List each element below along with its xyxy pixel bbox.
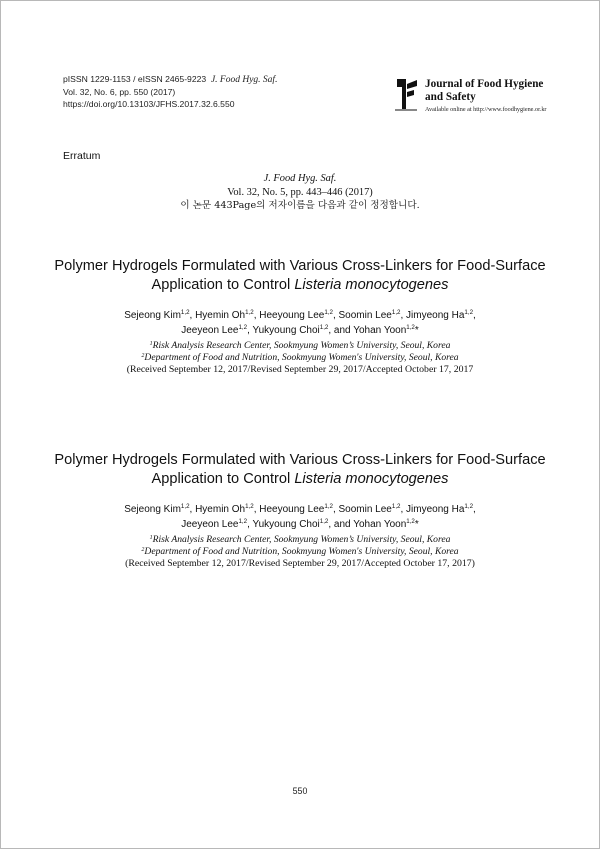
author-name: Jimyeong Ha xyxy=(406,504,465,515)
author-sep: * xyxy=(414,324,419,336)
aff-num: 1 xyxy=(149,535,153,541)
original-article-block xyxy=(1,257,599,377)
author-sup: 1,2 xyxy=(406,517,415,525)
corrected-article-block xyxy=(1,451,599,571)
logo-title: Journal of Food Hygiene and Safety xyxy=(425,78,544,103)
author-name: Heeyoung Lee xyxy=(259,310,325,321)
original-title-line2 xyxy=(1,276,599,295)
aff-text: Risk Analysis Research Center, Sookmyung Women’s University, Seoul, Korea xyxy=(152,534,451,545)
author-sep: * xyxy=(414,518,419,530)
author-name: Yohan Yoon xyxy=(353,518,407,530)
author-sup: 1,2 xyxy=(238,517,248,525)
author-sup: 1,2 xyxy=(238,323,248,331)
author-sup: 1,2 xyxy=(324,309,333,316)
aff-text: Department of Food and Nutrition, Sookmyung Women's University, Seoul, Korea xyxy=(144,546,459,558)
author-name: Yukyoung Choi xyxy=(252,518,320,530)
corrected-aff1 xyxy=(1,534,599,546)
journal-abbrev: J. Food Hyg. Saf. xyxy=(210,75,278,85)
author-sup: 1,2 xyxy=(319,517,329,525)
corrected-authors-line1 xyxy=(1,503,599,518)
corrected-aff2 xyxy=(1,546,599,558)
author-name: Jeeyeon Lee xyxy=(181,518,239,530)
aff-num: 2 xyxy=(141,353,145,360)
author-sup: 1,2 xyxy=(391,309,401,316)
notice-correction: 이 논문 443Page의 저자이름을 다음과 같이 정정합니다. xyxy=(180,200,420,211)
author-sep: , and xyxy=(328,324,354,336)
corrected-received: (Received September 12, 2017/Revised September 29, 2017/Accepted October 17, 2017) xyxy=(125,558,475,570)
author-sep: , xyxy=(473,504,476,515)
author-sep: , xyxy=(400,504,407,515)
original-aff1 xyxy=(1,340,599,352)
erratum-notice xyxy=(1,172,599,213)
corrected-title xyxy=(1,451,599,489)
author-name: Yukyoung Choi xyxy=(252,324,320,336)
volume-line: Vol. 32, No. 6, pp. 550 (2017) xyxy=(63,87,176,98)
author-sup: 1,2 xyxy=(180,503,190,510)
author-sep: , xyxy=(253,310,260,321)
author-sep: , xyxy=(189,504,196,515)
aff-text: Risk Analysis Research Center, Sookmyung Women’s University, Seoul, Korea xyxy=(152,340,451,351)
original-received: (Received September 12, 2017/Revised September 29, 2017/Accepted October 17, 2017 xyxy=(126,364,474,376)
corrected-authors-line2 xyxy=(1,518,599,533)
author-sep: , xyxy=(473,310,476,321)
author-sep: , xyxy=(189,310,196,321)
author-sup: 1,2 xyxy=(406,323,415,331)
author-sup: 1,2 xyxy=(391,503,401,510)
journal-logo xyxy=(393,77,553,121)
original-title-line1: Polymer Hydrogels Formulated with Various Cross-Linkers for Food-Surface xyxy=(54,258,546,274)
author-name: Jimyeong Ha xyxy=(406,310,465,321)
author-sep: , xyxy=(247,324,253,336)
author-name: Hyemin Oh xyxy=(195,310,246,321)
author-sep: , xyxy=(400,310,407,321)
section-label: Erratum xyxy=(63,150,101,162)
corrected-authors xyxy=(1,503,599,532)
journal-header-info xyxy=(63,73,277,111)
aff-num: 1 xyxy=(149,341,153,347)
author-name: Yohan Yoon xyxy=(353,324,407,336)
corrected-title-species: Listeria monocytogenes xyxy=(294,471,449,487)
corrected-title-line1: Polymer Hydrogels Formulated with Various Cross-Linkers for Food-Surface xyxy=(54,452,546,468)
author-name: Soomin Lee xyxy=(338,310,392,321)
author-sep: , xyxy=(332,504,339,515)
corrected-affiliations xyxy=(1,534,599,558)
original-authors xyxy=(1,309,599,338)
author-name: Sejeong Kim xyxy=(124,310,181,321)
aff-text: Department of Food and Nutrition, Sookmyung Women's University, Seoul, Korea xyxy=(144,352,459,364)
aff-num: 2 xyxy=(141,547,145,554)
author-sep: , xyxy=(332,310,339,321)
issn-line: pISSN 1229-1153 / eISSN 2465-9223 xyxy=(63,74,207,84)
author-name: Hyemin Oh xyxy=(195,504,246,515)
author-sep: , and xyxy=(328,518,354,530)
author-name: Soomin Lee xyxy=(338,504,392,515)
author-sup: 1,2 xyxy=(464,309,474,316)
notice-journal: J. Food Hyg. Saf. xyxy=(263,173,337,184)
corrected-title-prefix: Application to Control xyxy=(151,471,295,487)
page-number: 550 xyxy=(292,786,308,796)
doi-link[interactable]: https://doi.org/10.13103/JFHS.2017.32.6.550 xyxy=(63,99,235,110)
original-affiliations xyxy=(1,340,599,364)
original-title xyxy=(1,257,599,295)
author-sep: , xyxy=(247,518,253,530)
original-authors-line2 xyxy=(1,324,599,339)
author-name: Heeyoung Lee xyxy=(259,504,325,515)
author-sup: 1,2 xyxy=(324,503,333,510)
author-sup: 1,2 xyxy=(245,503,254,510)
original-authors-line1 xyxy=(1,309,599,324)
original-title-prefix: Application to Control xyxy=(151,277,295,293)
notice-volume: Vol. 32, No. 5, pp. 443–446 (2017) xyxy=(227,186,373,198)
author-sep: , xyxy=(253,504,260,515)
journal-emblem-icon xyxy=(393,77,419,111)
corrected-title-line2 xyxy=(1,470,599,489)
original-title-species: Listeria monocytogenes xyxy=(294,277,449,293)
author-sup: 1,2 xyxy=(245,309,254,316)
author-name: Jeeyeon Lee xyxy=(181,324,239,336)
author-sup: 1,2 xyxy=(464,503,474,510)
logo-url[interactable]: Available online at http://www.foodhygiene.or.kr xyxy=(425,106,547,113)
author-name: Sejeong Kim xyxy=(124,504,181,515)
original-aff2 xyxy=(1,352,599,364)
author-sup: 1,2 xyxy=(180,309,190,316)
author-sup: 1,2 xyxy=(319,323,329,331)
